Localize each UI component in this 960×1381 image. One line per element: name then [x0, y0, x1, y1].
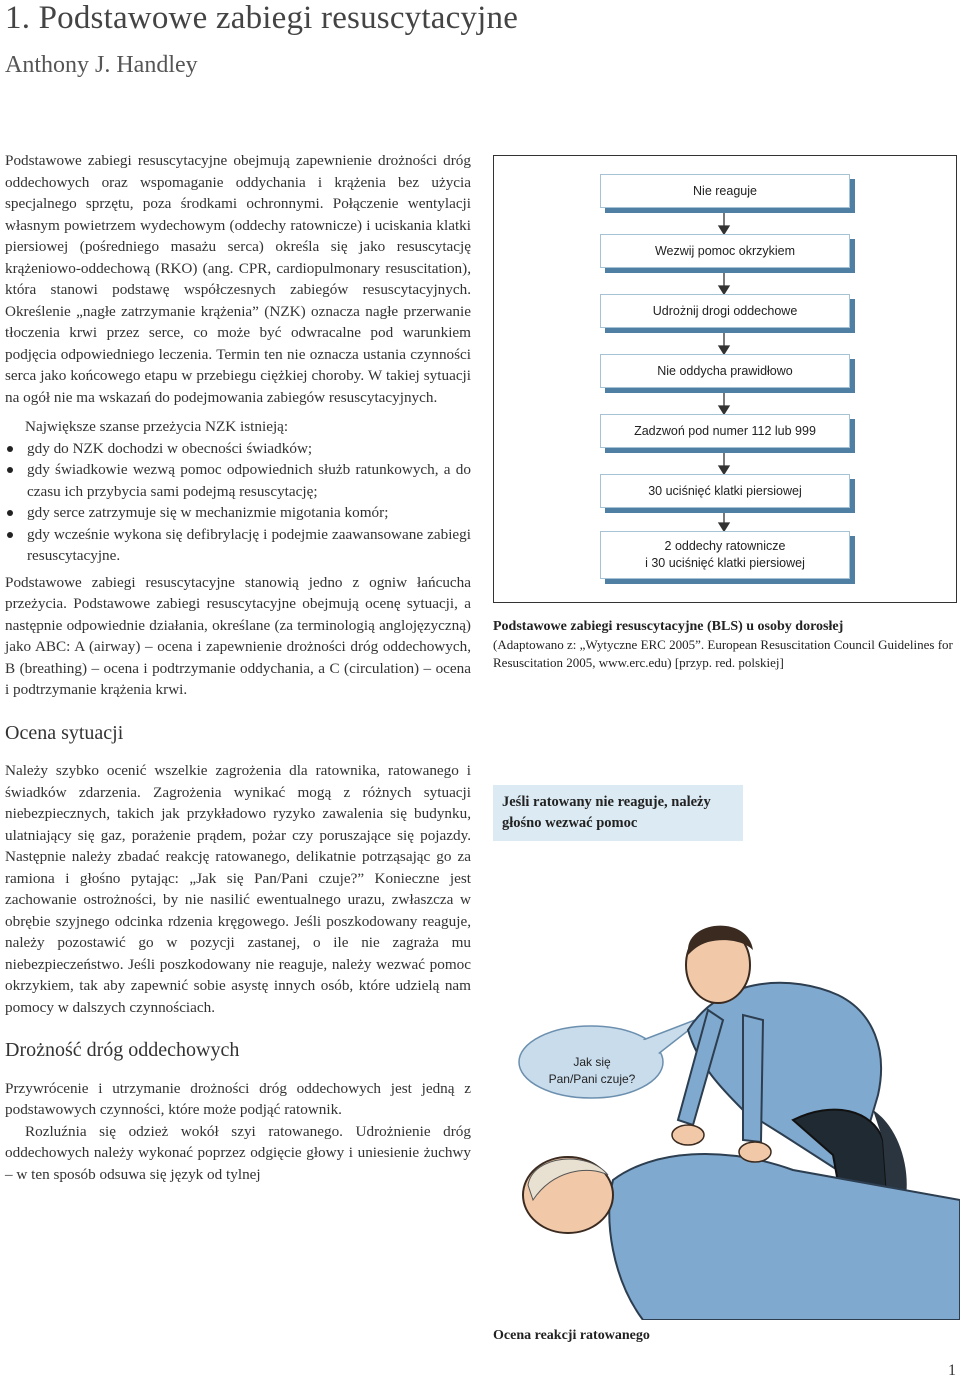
section-heading-airway: Drożność dróg oddechowych — [5, 1039, 240, 1061]
flow-step-unresponsive: Nie reaguje — [600, 174, 850, 208]
abc-paragraph: Podstawowe zabiegi resuscytacyjne stanowią jedno z ogniw łańcucha przeżycia. Podstawowe zabiegi resuscytacyjne obejmują ocenę sytuacji, a następnie odpowiednie działania, określane (za terminologią anglojęzyczną) jako ABC: A (airway) – ocena i zapewnienie drożności dróg oddechowych, B (breathing) – ocena i podtrzymanie oddychania, a C (circulation) – ocena i podtrzymanie krążenia krwi. — [5, 573, 471, 698]
flow-arrow-head — [719, 226, 729, 234]
airway-paragraph-1: Przywrócenie i utrzymanie drożności dróg oddechowych jest jedną z podstawowych czynności, które może podjąć ratownik. — [5, 1079, 471, 1118]
callout-box: Jeśli ratowany nie reaguje, należy głośno wezwać pomoc — [493, 785, 743, 841]
list-item: gdy do NZK dochodzi w obecności świadków; — [5, 438, 471, 460]
flow-arrow-head — [719, 286, 729, 294]
bls-flowchart — [493, 155, 957, 603]
author-name: Anthony J. Handley — [5, 52, 198, 78]
list-item: gdy wcześnie wykona się defibrylację i podejmie zaawansowane zabiegi resuscytacyjne. — [5, 524, 471, 567]
page-title: 1. Podstawowe zabiegi resuscytacyjne — [5, 0, 519, 36]
rescuer-hand-right — [739, 1142, 771, 1162]
chances-lead: Największe szanse przeżycia NZK istnieją: — [25, 418, 289, 435]
chances-list — [5, 438, 471, 567]
airway-paragraph-2: Rozluźnia się odzież wokół szyi ratowanego. Udrożnienie dróg oddechowych należy wykonać poprzez odgięcie głowy i uniesienie żuchwy – w ten sposób odsuwa się język od tylnej — [5, 1122, 471, 1183]
flow-step-30-compressions: 30 uciśnięć klatki piersiowej — [600, 474, 850, 508]
flow-step-not-breathing: Nie oddycha prawidłowo — [600, 354, 850, 388]
flow-step-open-airway: Udrożnij drogi oddechowe — [600, 294, 850, 328]
flowchart-caption-title: Podstawowe zabiegi resuscytacyjne (BLS) u osoby dorosłej — [493, 619, 844, 634]
flow-step-shout-help: Wezwij pomoc okrzykiem — [600, 234, 850, 268]
rescuer-hand-left — [672, 1125, 704, 1145]
flow-step-call-112: Zadzwoń pod numer 112 lub 999 — [600, 414, 850, 448]
rescuer-arm-right — [743, 1015, 763, 1142]
rescuer-illustration — [493, 880, 960, 1320]
assessment-paragraph: Należy szybko ocenić wszelkie zagrożenia dla ratownika, ratowanego i świadków zdarzenia. Zagrożenia wynikać mogą z różnych sytuacji niebezpiecznych, takich jak przykładowo ryzyko zawalenia się budynku, ulatniający się gaz, porażenie prądem, pożar czy poruszające się pojazdy. Następnie należy zbadać reakcję ratowanego, delikatnie potrząsając go za ramiona i głośno pytając: „Jak się Pan/Pani czuje?” Konieczne jest zachowanie ostrożności, by nie nasilić ewentualnego urazu, zwłaszcza w obrębie szyjnego odcinka rdzenia kręgowego. Jeśli poszkodowany reaguje, należy pozostawić go w pozycji zastanej, o ile nie zagraża mu niebezpieczeństwo. Jeśli poszkodowany nie reaguje, należy wezwać pomoc okrzykiem, tak aby zapewnić sobie asystę innych osób, które udzielą nam pomocy w dalszych czynnościach. — [5, 762, 471, 1016]
speech-text: Jak się Pan/Pani czuje? — [548, 1055, 636, 1086]
illustration-caption: Ocena reakcji ratowanego — [493, 1328, 650, 1343]
flow-arrow-head — [719, 346, 729, 354]
flowchart-caption-source: (Adaptowano z: „Wytyczne ERC 2005”. European Resuscitation Council Guidelines for Resuscitation 2005, www.erc.edu) [przyp. red. polskiej] — [493, 637, 953, 670]
casualty-body — [609, 1154, 960, 1320]
list-item: gdy świadkowie wezwą pomoc odpowiednich służb ratunkowych, a do czasu ich przybycia sami podejmą resuscytację; — [5, 459, 471, 502]
flow-arrow-head — [719, 466, 729, 474]
flow-arrow-head — [719, 523, 729, 531]
page-number: 1 — [948, 1362, 956, 1379]
flow-step-2-breaths-30-compressions: 2 oddechy ratownicze i 30 uciśnięć klatki piersiowej — [600, 531, 850, 579]
flow-arrow-head — [719, 406, 729, 414]
list-item: gdy serce zatrzymuje się w mechanizmie migotania komór; — [5, 502, 471, 524]
main-text-column — [5, 150, 471, 1185]
section-heading-assessment: Ocena sytuacji — [5, 721, 124, 744]
intro-paragraph: Podstawowe zabiegi resuscytacyjne obejmują zapewnienie drożności dróg oddechowych oraz wspomaganie oddychania i krążenia bez użycia specjalnego sprzętu, poza środkami ochronnymi. Połączenie wentylacji własnym powietrzem wydechowym (oddechy ratownicze) i uciskania klatki piersiowej (pośredniego masażu serca) określa się jako resuscytację krążeniowo-oddechową (RKO) (ang. CPR, cardiopulmonary resuscitation), która stanowi podstawę współczesnych zabiegów resuscytacyjnych. Określenie „nagłe zatrzymanie krążenia” (NZK) oznacza nagłe przerwanie tłoczenia krwi przez serce, co może być odwracalne pod warunkiem podjęcia odpowiedniego leczenia. Termin ten nie oznacza ustania czynności serca jako końcowego etapu w przebiegu ciężkiej choroby. W takiej sytuacji na ogół nie ma wskazań do podejmowania zabiegów resuscytacyjnych. — [5, 152, 471, 406]
flowchart-caption — [493, 618, 959, 672]
